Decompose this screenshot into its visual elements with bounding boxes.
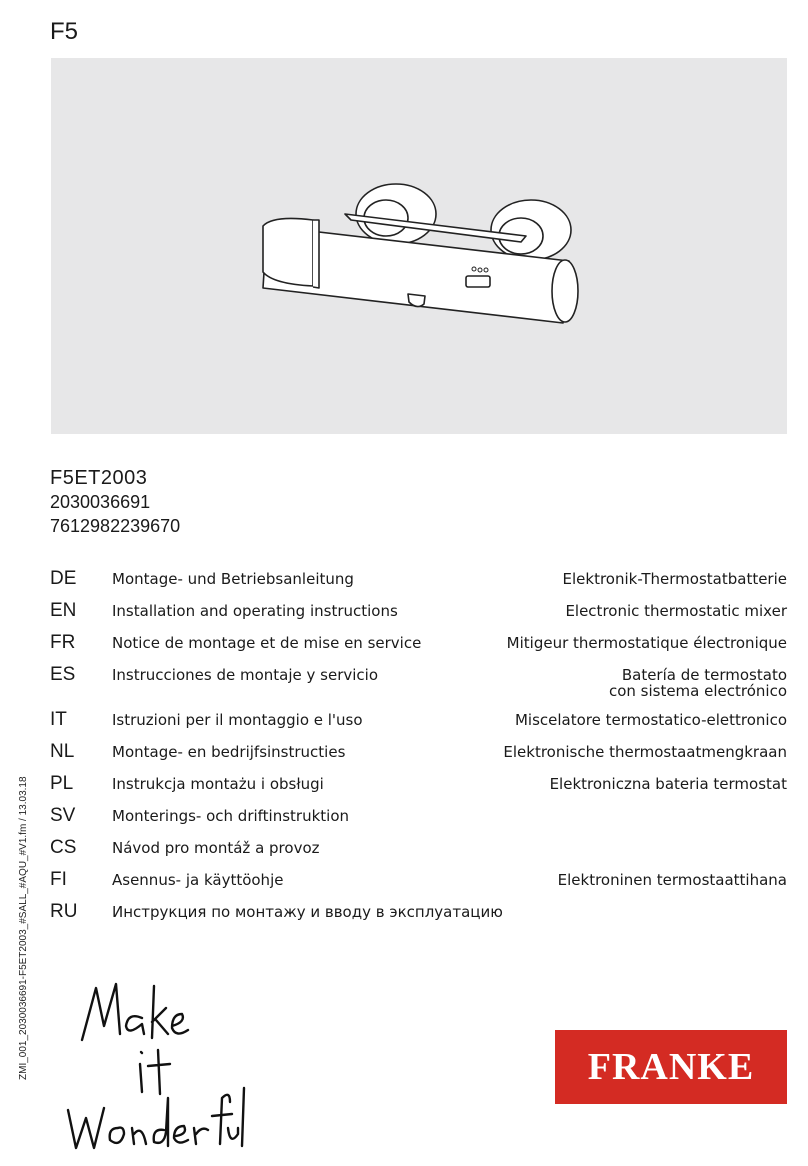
language-product-title: Elektronische thermostaatmengkraan xyxy=(503,743,787,761)
article-number: 2030036691 xyxy=(50,492,151,512)
language-product-title: Elektroninen termostaattihana xyxy=(557,871,787,889)
language-product-title: Electronic thermostatic mixer xyxy=(565,602,787,620)
language-row-en xyxy=(50,600,787,632)
document-file-code: ZMI_001_2030036691-F5ET2003_#SALL_#AQU_#V1.fm / 13.03.18 xyxy=(18,776,29,1080)
language-code: ES xyxy=(50,664,76,685)
language-product-title xyxy=(442,805,787,808)
language-product-title xyxy=(442,837,787,840)
language-row-ru xyxy=(50,901,787,933)
language-instruction: Montage- en bedrijfsinstructies xyxy=(112,743,346,761)
franke-logo xyxy=(555,1030,787,1104)
slogan-logo xyxy=(60,978,250,1159)
language-product-title: Elektronik-Thermostatbatterie xyxy=(562,570,787,588)
language-code: PL xyxy=(50,773,74,794)
language-instruction: Instrucciones de montaje y servicio xyxy=(112,666,379,684)
language-instruction: Montage- und Betriebsanleitung xyxy=(112,570,354,588)
language-instruction: Инструкция по монтажу и вводу в эксплуатацию xyxy=(112,903,503,921)
language-row-sv xyxy=(50,805,787,837)
language-list xyxy=(50,568,787,933)
language-code: DE xyxy=(50,568,77,589)
language-code: NL xyxy=(50,741,75,762)
language-product-title: Mitigeur thermostatique électronique xyxy=(506,634,787,652)
language-code: FR xyxy=(50,632,76,653)
make-it-wonderful-script xyxy=(60,978,250,1154)
language-row-de xyxy=(50,568,787,600)
language-row-fr xyxy=(50,632,787,664)
language-instruction: Návod pro montáž a provoz xyxy=(112,839,320,857)
language-instruction: Instrukcja montażu i obsługi xyxy=(112,775,324,793)
brand-name: FRANKE xyxy=(587,1046,755,1088)
language-code: EN xyxy=(50,600,77,621)
language-product-title: Elektroniczna bateria termostat xyxy=(549,775,787,793)
language-product-title: Miscelatore termostatico-elettronico xyxy=(514,711,787,729)
language-instruction: Installation and operating instructions xyxy=(112,602,398,620)
language-instruction: Asennus- ja käyttöohje xyxy=(112,871,284,889)
language-code: FI xyxy=(50,869,67,890)
model-number: F5ET2003 xyxy=(50,467,148,489)
language-row-it xyxy=(50,709,787,741)
language-code: RU xyxy=(50,901,78,922)
language-row-pl xyxy=(50,773,787,805)
language-code: SV xyxy=(50,805,76,826)
language-row-cs xyxy=(50,837,787,869)
language-code: CS xyxy=(50,837,77,858)
language-row-es xyxy=(50,664,787,709)
ean-code: 7612982239670 xyxy=(50,516,181,536)
thermostatic-mixer-drawing xyxy=(51,58,787,434)
language-instruction: Istruzioni per il montaggio e l'uso xyxy=(112,711,363,729)
language-row-fi xyxy=(50,869,787,901)
product-illustration xyxy=(51,58,787,434)
language-product-title: Batería de termostato con sistema electrónico xyxy=(608,666,787,700)
language-instruction: Monterings- och driftinstruktion xyxy=(112,807,350,825)
language-code: IT xyxy=(50,709,67,730)
language-row-nl xyxy=(50,741,787,773)
product-info xyxy=(50,466,180,538)
language-instruction: Notice de montage et de mise en service xyxy=(112,634,422,652)
language-product-title xyxy=(572,901,787,904)
series-title: F5 xyxy=(50,18,79,45)
